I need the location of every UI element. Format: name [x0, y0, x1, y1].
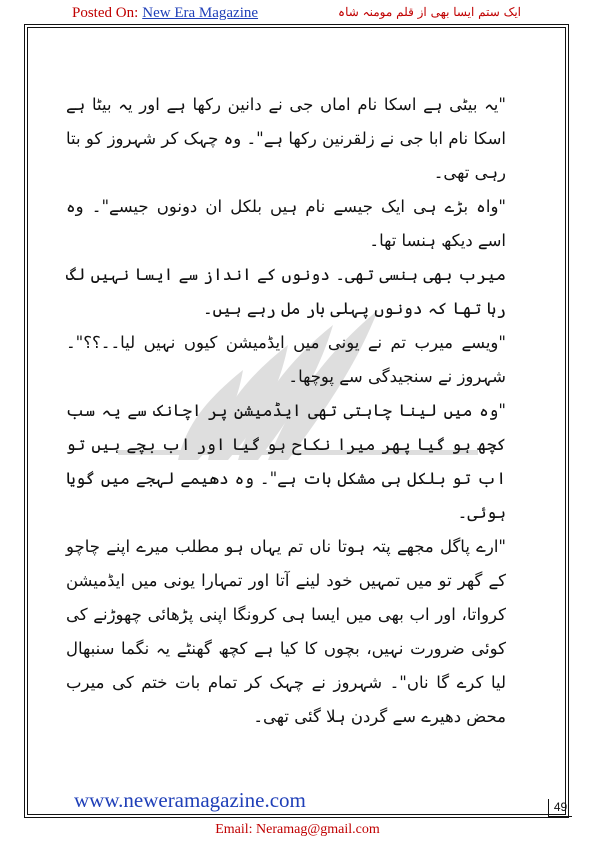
- story-paragraph: "ارے پاگل مجھے پتہ ہوتا ناں تم یہاں ہو مطلب میرے اپنے چاچو کے گھر تو میں تمہیں خود لینے آتا اور تمہارا یونی میں ایڈمیشن کرواتا، اور اب بھی میں ایسا ہی کرونگا اپنی پڑھائی چھوڑنے کی کوئی ضرورت نہیں، بچوں کا کیا ہے کچھ گھنٹے یہ نگما سنبھال لیا کرے گا ناں"۔ شہروز نے چہک کر تمام بات ختم کی میرب محض دھیرے سے گردن ہلا گئی تھی۔: [66, 537, 506, 726]
- novel-title: ایک ستم ایسا بھی از قلم مومنہ شاہ: [338, 5, 521, 19]
- magazine-link[interactable]: New Era Magazine: [142, 5, 259, 21]
- story-text: [66, 88, 506, 734]
- page-header: [0, 0, 595, 24]
- story-paragraph: "وہ میں لینا چاہتی تھی ایڈمیشن پر اچانک سے یہ سب کچھ ہو گیا پھر میرا نکاح ہو گیا اور اب بچے ہیں تو اب تو بلکل ہی مشکل بات ہے"۔ وہ دھیمے لہجے میں گویا ہوئی۔: [66, 401, 506, 522]
- story-paragraph: "یہ بیٹی ہے اسکا نام اماں جی نے دانین رکھا ہے اور یہ بیٹا ہے اسکا نام ابا جی نے زلقرنین رکھا ہے"۔ وہ چہک کر شہروز کو بتا رہی تھی۔: [66, 95, 506, 182]
- story-paragraph: "ویسے میرب تم نے یونی میں ایڈمیشن کیوں نہیں لیا۔۔؟؟"۔ شہروز نے سنجیدگی سے پوچھا۔: [66, 333, 506, 386]
- footer-email: Email: Neramag@gmail.com: [215, 822, 380, 837]
- story-paragraph: میرب بھی ہنسی تھی۔ دونوں کے انداز سے ایسا نہیں لگ رہا تھا کہ دونوں پہلی بار مل رہے ہیں۔: [66, 265, 506, 318]
- footer-website-link[interactable]: www.neweramagazine.com: [74, 788, 306, 812]
- page-number: 49: [548, 799, 572, 817]
- posted-on-line: [72, 5, 258, 22]
- story-paragraph: "واہ بڑے ہی ایک جیسے نام ہیں بلکل ان دونوں جیسے"۔ وہ اسے دیکھ ہنسا تھا۔: [66, 197, 506, 250]
- posted-on-label: Posted On:: [72, 5, 139, 21]
